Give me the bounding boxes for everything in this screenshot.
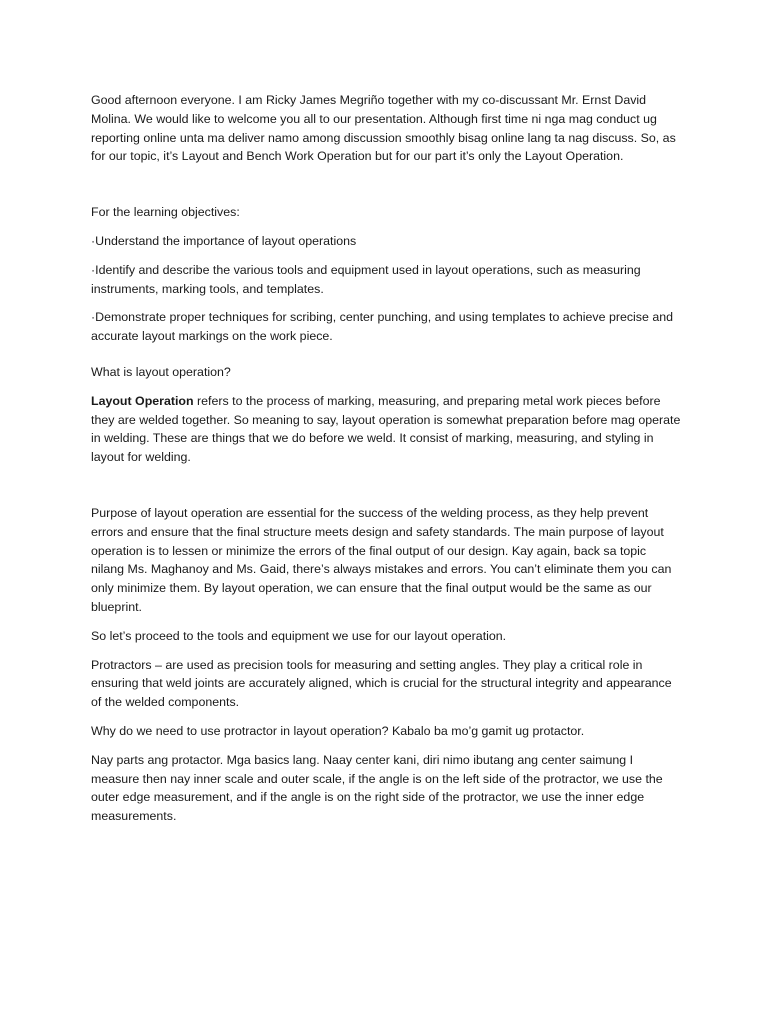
purpose-paragraph: Purpose of layout operation are essential for the success of the welding process, as they help prevent errors and ensure that the final structure meets design and safety standards. The main purpose of layout operation is to lessen or minimize the errors of the final output of our design. Kay again, back sa topic nilang Ms. Maghanoy and Ms. Gaid, there’s always mistakes and errors. You can’t eliminate them you can only minimize them. By layout operation, we can ensure that the final output would be the same as our blueprint. (91, 505, 672, 614)
definition-paragraph (91, 392, 681, 467)
protractors-paragraph: Protractors – are used as precision tools for measuring and setting angles. They play a critical role in ensuring that weld joints are accurately aligned, which is crucial for the structural integrity and appearance of the welded components. (91, 657, 672, 710)
objective-item: ·Identify and describe the various tools and equipment used in layout operations, such as measuring instruments, marking tools, and templates. (91, 262, 641, 296)
question-why-protractor: Why do we need to use protractor in layout operation? Kabalo ba mo’g gamit ug protactor. (91, 723, 585, 738)
document-page (91, 91, 681, 826)
objective-item: ·Demonstrate proper techniques for scribing, center punching, and using templates to achieve precise and accurate layout markings on the work piece. (91, 310, 674, 344)
definition-term: Layout Operation (91, 393, 194, 408)
definition-text: refers to the process of marking, measuring, and preparing metal work pieces before they are welded together. So meaning to say, layout operation is somewhat preparation before mag operate in welding. These are things that we do before we weld. It consist of marking, measuring, and styling in layout for welding. (91, 393, 681, 465)
protractor-parts-paragraph: Nay parts ang protactor. Mga basics lang. Naay center kani, diri nimo ibutang ang center saimung I measure then nay inner scale and outer scale, if the angle is on the left side of the protractor, we use the outer edge measurement, and if the angle is on the right side of the protractor, we use the inner edge measurements. (91, 752, 663, 824)
objective-item: ·Understand the importance of layout operations (91, 233, 357, 248)
transition-paragraph: So let’s proceed to the tools and equipment we use for our layout operation. (91, 628, 507, 643)
objectives-heading: For the learning objectives: (91, 205, 240, 220)
question-what-is-layout: What is layout operation? (91, 364, 231, 379)
intro-paragraph: Good afternoon everyone. I am Ricky James Megriño together with my co-discussant Mr. Ernst David Molina. We would like to welcome you all to our presentation. Although first time ni nga mag conduct ug reporting online unta ma deliver namo among discussion smoothly bisag online lang ta nag discuss. So, as for our topic, it’s Layout and Bench Work Operation but for our part it’s only the Layout Operation. (91, 93, 676, 164)
